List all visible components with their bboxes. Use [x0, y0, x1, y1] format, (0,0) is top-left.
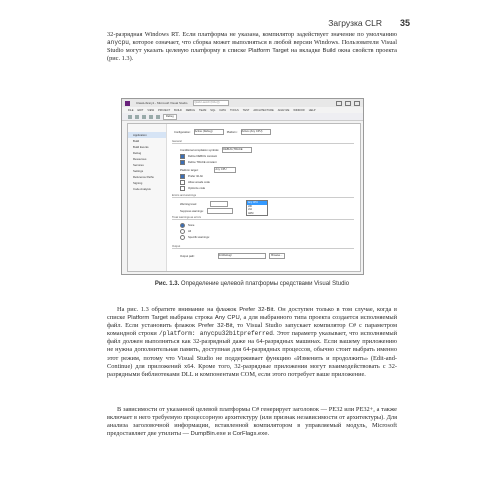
- define-trace-label: Define TRACE constant: [188, 161, 217, 164]
- text: 32-разрядная Windows RT. Если платформа не указана, компилятор задействует значение по умолчанию: [107, 31, 397, 38]
- close-icon[interactable]: [354, 101, 360, 106]
- menu-item[interactable]: SQL: [210, 108, 216, 112]
- nav-item[interactable]: Build: [133, 139, 140, 143]
- text: На рис. 1.3 обратите внимание на флажок: [117, 306, 240, 313]
- general-section: General: [172, 140, 354, 144]
- menu-item[interactable]: HELP: [308, 108, 316, 112]
- menu-item[interactable]: DATA: [219, 108, 226, 112]
- define-trace-checkbox[interactable]: [180, 160, 185, 165]
- start-icon[interactable]: [156, 115, 160, 119]
- platform-target-label: Platform target:: [180, 168, 199, 172]
- output-path-label: Output path:: [180, 254, 195, 258]
- running-header: [328, 18, 410, 28]
- text: окна свойств проекта (рис. 1.3).: [107, 47, 397, 63]
- option-x64[interactable]: x64: [248, 208, 252, 211]
- configuration-label: Configuration:: [174, 130, 191, 134]
- paragraph-prefer32: [107, 306, 397, 379]
- define-debug-checkbox[interactable]: [180, 154, 185, 159]
- menu-item[interactable]: BUILD: [174, 108, 182, 112]
- ui-term: Prefer 32-Bit: [198, 323, 233, 330]
- platform-label: Platform:: [226, 130, 238, 134]
- nav-item[interactable]: Reference Paths: [133, 175, 154, 179]
- menu-item[interactable]: VIEW: [147, 108, 155, 112]
- symbols-label: Conditional compilation symbols:: [180, 148, 220, 152]
- specific-label: Specific warnings:: [188, 236, 210, 239]
- ui-term: Platform Target: [248, 48, 289, 55]
- menu-item[interactable]: FILE: [128, 108, 134, 112]
- project-properties: [127, 123, 361, 272]
- symbols-input[interactable]: DEBUG;TRACE: [222, 147, 252, 153]
- menu-item[interactable]: WINDOW: [293, 108, 305, 112]
- menu-item[interactable]: TEST: [242, 108, 250, 112]
- text: и: [225, 430, 233, 438]
- option-x86[interactable]: x86: [248, 204, 252, 208]
- text: на вкладке: [288, 47, 323, 55]
- properties-nav: [128, 124, 167, 271]
- optimize-label: Optimize code: [188, 187, 206, 190]
- specific-radio[interactable]: [180, 235, 185, 240]
- text: , то Visual Studio запускает компилятор C# с параметром командной строки: [107, 322, 397, 338]
- suppress-input[interactable]: [207, 208, 233, 214]
- all-label: All: [188, 230, 191, 233]
- optimize-checkbox[interactable]: [180, 186, 185, 191]
- config-dropdown[interactable]: Debug: [163, 114, 177, 120]
- menu-item[interactable]: TOOLS: [230, 108, 239, 112]
- nav-item[interactable]: Settings: [133, 169, 144, 173]
- undo-icon[interactable]: [149, 115, 153, 119]
- ui-term: Platform Target: [127, 315, 168, 322]
- define-debug-label: Define DEBUG constant: [188, 155, 217, 158]
- caption-label: Рис. 1.3.: [154, 281, 180, 287]
- treat-warnings-section: Treat warnings as errors: [172, 216, 354, 220]
- platform-target-select[interactable]: Any CPU: [214, 167, 236, 173]
- warning-level-label: Warning level:: [180, 202, 197, 206]
- nav-item[interactable]: Build Events: [133, 145, 149, 149]
- menu-item[interactable]: DEBUG: [185, 108, 196, 112]
- option-any-cpu[interactable]: Any CPU: [247, 201, 267, 205]
- menu-item[interactable]: ARCHITECTURE: [253, 108, 274, 112]
- ui-term: CorFlags.exe: [232, 431, 268, 438]
- minimize-icon[interactable]: [336, 101, 342, 106]
- warning-level-select[interactable]: [210, 201, 228, 207]
- unsafe-checkbox[interactable]: [180, 180, 185, 185]
- page-number: 35: [399, 18, 410, 28]
- code-anycpu: anycpu: [107, 39, 129, 47]
- nav-item[interactable]: Code Analysis: [133, 187, 151, 191]
- output-section: Output: [172, 245, 354, 249]
- text: . Он доступен только в том случае, когда в списке: [107, 306, 397, 322]
- prefer32-checkbox[interactable]: [180, 174, 185, 179]
- text: , а для выбранного типа проекта создается исполняемый файл. Если установить флажок: [107, 314, 397, 330]
- menu-item[interactable]: EDIT: [137, 108, 144, 112]
- window-titlebar: [122, 99, 363, 107]
- back-icon[interactable]: [128, 115, 132, 119]
- text: выбрана строка: [167, 314, 215, 322]
- browse-button[interactable]: Browse...: [269, 253, 285, 259]
- figure-caption: [107, 281, 397, 287]
- forward-icon[interactable]: [135, 115, 139, 119]
- paragraph-pe32: [107, 406, 397, 438]
- nav-item[interactable]: Debug: [133, 151, 142, 155]
- quick-launch-input[interactable]: Quick Launch (Ctrl+Q): [193, 100, 229, 106]
- save-icon[interactable]: [142, 115, 146, 119]
- nav-item[interactable]: Application: [128, 132, 166, 138]
- text: . Этот параметр указывает, что исполняемый файл должен выполняться как 32-разрядный даже на 64-разрядных машинах. Если вашему приложению не нужна дополнительная память, доступная для 64-разрядных процессов, обычно стоит выбрать именно этот режим, потому что Visual Studio не поддерживает функцию «Изменить и продолжить» (Edit-and-Continue) для приложений x64. Кроме того, 32-разрядные приложения могут взаимодействовать с 32-разрядными библиотеками DLL и компонентами COM, если этого потребует ваше приложение.: [107, 330, 397, 378]
- text: , которое означает, что сборка может выполняться в любой версии Windows. Пользователи Visual Studio могут указать целевую платформу в списке: [107, 39, 397, 55]
- build-page: [172, 127, 354, 271]
- window-title: ClassLibrary1 - Microsoft Visual Studio: [136, 101, 188, 105]
- code-platform: /platform: anycpu32bitpreferred: [159, 330, 273, 338]
- nav-item[interactable]: Resources: [133, 157, 147, 161]
- ui-term: Prefer 32-Bit: [239, 307, 274, 313]
- nav-item[interactable]: Signing: [133, 181, 143, 185]
- text: В зависимости от указанной целевой платформы C# генерирует заголовок — PE32 или PE32+, а также включает в него требуемую процессорную архитектуру (или признак независимости от архитектуры). Для анализа заголовочной информации, вставленной компилятором в управляемый модуль, Microsoft предоставляет две утилиты —: [107, 406, 397, 438]
- toolbar: [122, 113, 363, 121]
- nav-item[interactable]: Services: [133, 163, 144, 167]
- option-arm[interactable]: ARM: [248, 211, 254, 215]
- none-radio[interactable]: [180, 223, 185, 228]
- vs-logo-icon: [125, 101, 130, 106]
- configuration-select[interactable]: Active (Debug): [194, 129, 224, 135]
- errors-section: Errors and warnings: [172, 194, 354, 198]
- platform-select[interactable]: Active (Any CPU): [241, 129, 271, 135]
- platform-target-dropdown: [246, 200, 268, 216]
- all-radio[interactable]: [180, 229, 185, 234]
- suppress-label: Suppress warnings:: [180, 209, 204, 213]
- caption-text: Определение целевой платформы средствами Visual Studio: [179, 281, 350, 287]
- ui-term: Any CPU: [214, 315, 240, 322]
- ui-term: DumpBin.exe: [190, 431, 226, 438]
- text: .: [267, 430, 270, 438]
- unsafe-label: Allow unsafe code: [188, 181, 210, 184]
- ui-term: Build: [322, 48, 336, 55]
- menu-item[interactable]: TEAM: [199, 108, 207, 112]
- maximize-icon[interactable]: [345, 101, 351, 106]
- prefer32-label: Prefer 32-bit: [188, 175, 203, 178]
- chapter-title: Загрузка CLR: [328, 18, 382, 28]
- output-path-input[interactable]: bin\Debug\: [218, 253, 266, 259]
- paragraph-intro: [107, 31, 397, 63]
- menu-item[interactable]: PROJECT: [158, 108, 171, 112]
- none-label: None: [188, 224, 195, 227]
- menu-item[interactable]: ANALYZE: [277, 108, 290, 112]
- figure-vs-screenshot: [121, 98, 364, 275]
